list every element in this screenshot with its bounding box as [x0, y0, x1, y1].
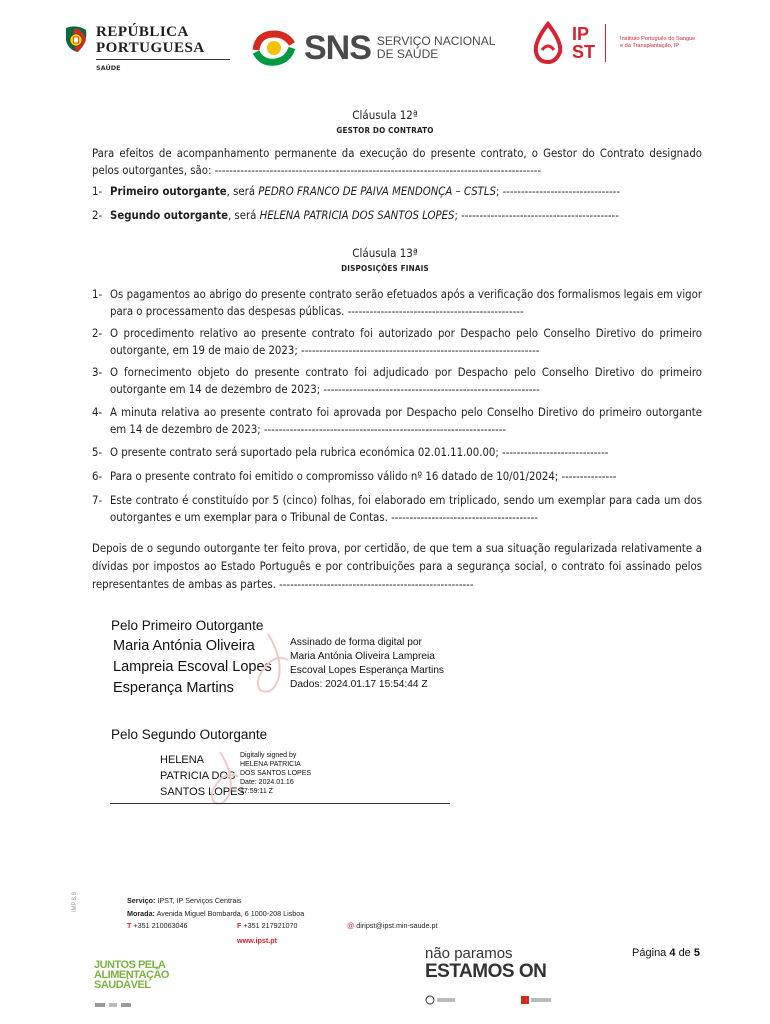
ipst-divider — [605, 24, 606, 62]
sns-emblem-icon — [252, 28, 296, 68]
ipst-mark-line2: ST — [572, 42, 596, 62]
item-number: 4- — [92, 406, 103, 419]
clause12-item-1 — [92, 183, 702, 200]
fax-value: +351 217921070 — [243, 921, 298, 930]
item-number: 2- — [92, 209, 103, 222]
second-name-line1: HELENA — [160, 754, 205, 766]
ipst-logo — [528, 20, 695, 66]
document-code: IMP.8.8 — [72, 892, 78, 912]
clause13-item-1 — [92, 286, 702, 320]
ipst-desc-line1: Instituto Português do Sangue — [620, 36, 696, 42]
second-digital-line1: Digitally signed by — [240, 752, 297, 759]
first-digital-signature-text — [290, 636, 444, 692]
healthy-eating-campaign-logo — [94, 960, 169, 990]
footer-phone — [127, 921, 188, 930]
item-text: O presente contrato será suportado pela rubrica económica 02.01.11.00.00; ----------------------------- — [110, 446, 609, 459]
campaign2-partner-icons — [425, 990, 555, 1000]
clause13-item-5 — [92, 444, 702, 461]
clause12-heading: Cláusula 12ª — [352, 108, 418, 122]
servico-label: Serviço: — [127, 896, 156, 905]
item-number: 6- — [92, 470, 103, 483]
second-digital-signature-text — [240, 751, 311, 796]
first-name-line1: Maria Antónia Oliveira — [113, 638, 255, 654]
morada-value: Avenida Miguel Bombarda, 6 1000-208 Lisboa — [156, 909, 305, 918]
servico-value: IPST, IP Serviços Centrais — [157, 896, 242, 905]
footer-morada — [127, 909, 304, 918]
partner-logos-icon — [95, 1003, 165, 1008]
second-digital-line4: Date: 2024.01.16 — [240, 779, 294, 786]
clause12-item-2 — [92, 207, 702, 224]
rp-title-line1: REPÚBLICA — [96, 24, 189, 40]
ipst-mark-line1: IP — [572, 24, 590, 44]
second-name-line3: SANTOS LOPES — [160, 786, 245, 798]
campaign2-line2: ESTAMOS ON — [425, 961, 547, 982]
email-link[interactable]: diripst@ipst.min-saude.pt — [356, 921, 438, 930]
footer-email — [347, 921, 438, 930]
rp-subtitle: SAÚDE — [96, 64, 121, 72]
clause13-heading: Cláusula 13ª — [352, 246, 418, 260]
first-signatory-label: Pelo Primeiro Outorgante — [111, 618, 264, 633]
closing-paragraph: Depois de o segundo outorgante ter feito prova, por certidão, de que tem a sua situação regularizada relativamente a dívidas por impostos ao Estado Português e por contribuições para a segurança social, o contrato foi assinado pelos representantes de ambas as partes. ----------------------------------------------------- — [92, 542, 702, 591]
item-number: 2- — [92, 327, 103, 340]
sns-name-line1: SERVIÇO NACIONAL — [376, 34, 496, 48]
item-tail: ; ------------------------------------------- — [454, 209, 619, 222]
item-tail: ; -------------------------------- — [495, 185, 621, 198]
item-text: A minuta relativa ao presente contrato foi aprovada por Despacho pelo Conselho Diretivo do primeiro outorgante em 14 de dezembro de 2023; ------------------------------------------------------------------ — [110, 406, 702, 436]
morada-label: Morada: — [127, 909, 155, 918]
phone-value[interactable]: +351 210063046 — [133, 921, 188, 930]
first-digital-line1: Assinado de forma digital por — [290, 637, 422, 648]
item-number: 5- — [92, 446, 103, 459]
item-number: 1- — [92, 288, 103, 301]
sns-logo — [252, 28, 495, 68]
republica-portuguesa-logo — [62, 24, 230, 72]
clause12-subtitle: GESTOR DO CONTRATO — [336, 126, 434, 135]
item-text: Para o presente contrato foi emitido o compromisso válido nº 16 datado de 10/01/2024; --------------- — [110, 470, 617, 483]
item-bold: Segundo outorgante — [110, 209, 228, 222]
item-italic: HELENA PATRICIA DOS SANTOS LOPES — [259, 209, 455, 222]
item-text: Os pagamentos ao abrigo do presente contrato serão efetuados após a verificação dos formalismos legais em vigor para o processamento das despesas públicas. ------------------------------------------------ — [110, 288, 702, 318]
clause13-subtitle: DISPOSIÇÕES FINAIS — [341, 264, 429, 273]
first-name-line2: Lampreia Escoval Lopes — [113, 659, 272, 675]
page-label: Página — [632, 947, 667, 959]
item-number: 1- — [92, 185, 103, 198]
campaign1-line3: SAUDÁVEL — [94, 979, 151, 991]
second-digital-line2: HELENA PATRICIA — [240, 761, 301, 768]
item-bold: Primeiro outorgante — [110, 185, 227, 198]
fax-icon: F — [237, 921, 242, 930]
phone-icon: T — [127, 921, 132, 930]
campaign1-partner-icons — [95, 993, 165, 998]
estamos-on-campaign-logo — [425, 946, 546, 982]
signature-line — [110, 803, 450, 804]
website-link[interactable]: www.ipst.pt — [237, 936, 278, 945]
item-text: O fornecimento objeto do presente contrato foi adjudicado por Despacho pelo Conselho Diretivo do primeiro outorgante em 14 de dezembro de 2023; ----------------------------------------------------------- — [110, 366, 702, 396]
first-digital-line4: Dados: 2024.01.17 15:54:44 Z — [290, 679, 428, 690]
item-number: 7- — [92, 494, 103, 507]
first-digital-line3: Escoval Lopes Esperança Martins — [290, 665, 445, 676]
footer-servico — [127, 896, 242, 905]
partner-logos-icon — [425, 995, 555, 1005]
second-digital-line3: DOS SANTOS LOPES — [240, 770, 312, 777]
blood-drop-icon — [528, 20, 568, 66]
clause13-item-6 — [92, 468, 702, 485]
ipst-desc-line2: e da Transplantação, IP — [620, 43, 680, 49]
item-number: 3- — [92, 366, 103, 379]
item-italic: PEDRO FRANCO DE PAIVA MENDONÇA – CSTLS — [258, 185, 496, 198]
clause12-intro: Para efeitos de acompanhamento permanente da execução do presente contrato, o Gestor do Contrato designado pelos outorgantes, são: ----------------------------------------------------------------------------------------- — [92, 147, 702, 177]
campaign2-line1: não paramos — [425, 945, 513, 962]
footer-fax — [237, 921, 298, 930]
clause13-item-7 — [92, 492, 702, 526]
clause13-item-3 — [92, 364, 702, 398]
item-text: , será — [226, 185, 259, 198]
page-total: 5 — [693, 947, 700, 959]
campaign1-line1: JUNTOS PELA — [94, 959, 166, 971]
item-text: Este contrato é constituído por 5 (cinco) folhas, foi elaborado em triplicado, sendo um exemplar para cada um dos outorgantes e um exemplar para o Tribunal de Contas. ---------------------------------------- — [110, 494, 702, 524]
clause13-item-2 — [92, 325, 702, 359]
portugal-emblem-icon — [62, 24, 90, 56]
item-text: , será — [227, 209, 260, 222]
page-current: 4 — [669, 947, 676, 959]
campaign1-line2: ALIMENTAÇÃO — [94, 969, 169, 981]
email-icon: @ — [347, 921, 355, 930]
clause13-item-4 — [92, 404, 702, 438]
sns-name-line2: DE SAÚDE — [376, 47, 439, 61]
sns-acronym: SNS — [304, 28, 371, 67]
rp-title-line2: PORTUGUESA — [96, 40, 205, 56]
rp-divider — [96, 59, 230, 60]
second-signatory-label: Pelo Segundo Outorgante — [111, 727, 268, 742]
first-name-line3: Esperança Martins — [113, 680, 234, 696]
second-digital-line5: 17:59:11 Z — [240, 788, 273, 795]
page-of: de — [678, 947, 691, 959]
item-text: O procedimento relativo ao presente contrato foi autorizado por Despacho pelo Conselho Diretivo do primeiro outorgante, em 19 de maio de 2023; ----------------------------------------------------------------- — [110, 327, 702, 357]
page-number — [632, 947, 700, 959]
first-digital-line2: Maria Antónia Oliveira Lampreia — [290, 651, 435, 662]
second-name-line2: PATRICIA DOS — [160, 770, 236, 782]
